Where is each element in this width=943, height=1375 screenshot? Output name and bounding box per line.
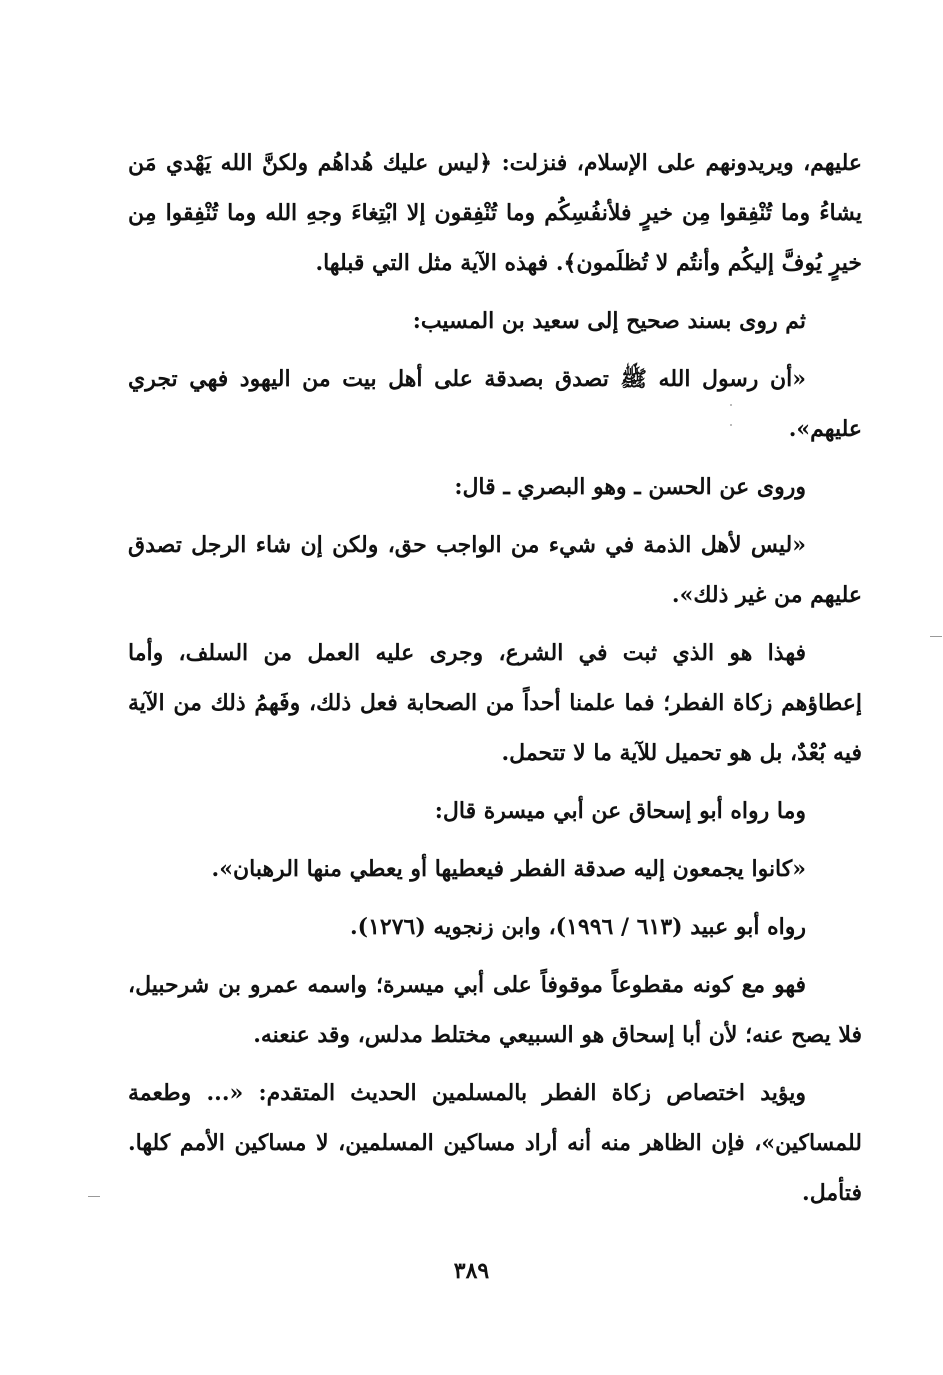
paragraph-conclusion: ويؤيد اختصاص زكاة الفطر بالمسلمين الحديث المتقدم: «... وطعمة للمساكين»، فإن الظاهر منه أنه أراد مساكين المسلمين، لا مساكين الأمم كلها. فتأمل. bbox=[128, 1080, 862, 1206]
paragraph-hasan-quote: «ليس لأهل الذمة في شيء من الواجب حق، ولكن إن شاء الرجل تصدق عليهم من غير ذلك». bbox=[128, 532, 862, 608]
paragraph-verse-continuation: عليهم، ويريدونهم على الإسلام، فنزلت: ﴿ليس عليك هُداهُم ولكنَّ الله يَهْدي مَن يشاءُ وما تُنْفِقوا مِن خيرٍ فلأنفُسِكُم وما تُنْفِقون إلا ابْتِغاءَ وجهِ الله وما تُنْفِقوا مِن خيرٍ يُوفَّ إليكُم وأنتُم لا تُظلَمون﴾. فهذه الآية مثل التي قبلها. bbox=[128, 150, 862, 276]
paragraph-narration-intro: ثم روى بسند صحيح إلى سعيد بن المسيب: bbox=[412, 308, 806, 334]
paragraph-abu-maysara-intro: وما رواه أبو إسحاق عن أبي ميسرة قال: bbox=[434, 798, 806, 824]
paragraph-citation: رواه أبو عبيد (٦١٣ / ١٩٩٦)، وابن زنجويه (١٢٧٦). bbox=[350, 914, 806, 940]
paragraph-ruling: فهذا هو الذي ثبت في الشرع، وجرى عليه العمل من السلف، وأما إعطاؤهم زكاة الفطر؛ فما علمنا أحداً من الصحابة فعل ذلك، وفَهمُ ذلك من الآية فيه بُعْدٌ، بل هو تحميل للآية ما لا تتحمل. bbox=[128, 640, 862, 766]
paragraph-critique: فهو مع كونه مقطوعاً موقوفاً على أبي ميسرة؛ واسمه عمرو بن شرحبيل، فلا يصح عنه؛ لأن أبا إسحاق هو السبيعي مختلط مدلس، وقد عنعنه. bbox=[128, 972, 862, 1048]
body-text bbox=[128, 138, 862, 1226]
margin-tick bbox=[930, 636, 942, 637]
scan-dot bbox=[730, 424, 732, 426]
paragraph-abu-maysara-quote: «كانوا يجمعون إليه صدقة الفطر فيعطيها أو يعطي منها الرهبان». bbox=[211, 856, 806, 882]
scan-dot bbox=[730, 404, 732, 406]
paragraph-hadith-quote: «أن رسول الله ﷺ تصدق بصدقة على أهل بيت من اليهود فهي تجري عليهم». bbox=[128, 366, 862, 442]
paragraph-hasan-intro: وروى عن الحسن ـ وهو البصري ـ قال: bbox=[454, 474, 806, 500]
page-number: ٣٨٩ bbox=[453, 1258, 490, 1284]
margin-tick bbox=[88, 1196, 100, 1197]
